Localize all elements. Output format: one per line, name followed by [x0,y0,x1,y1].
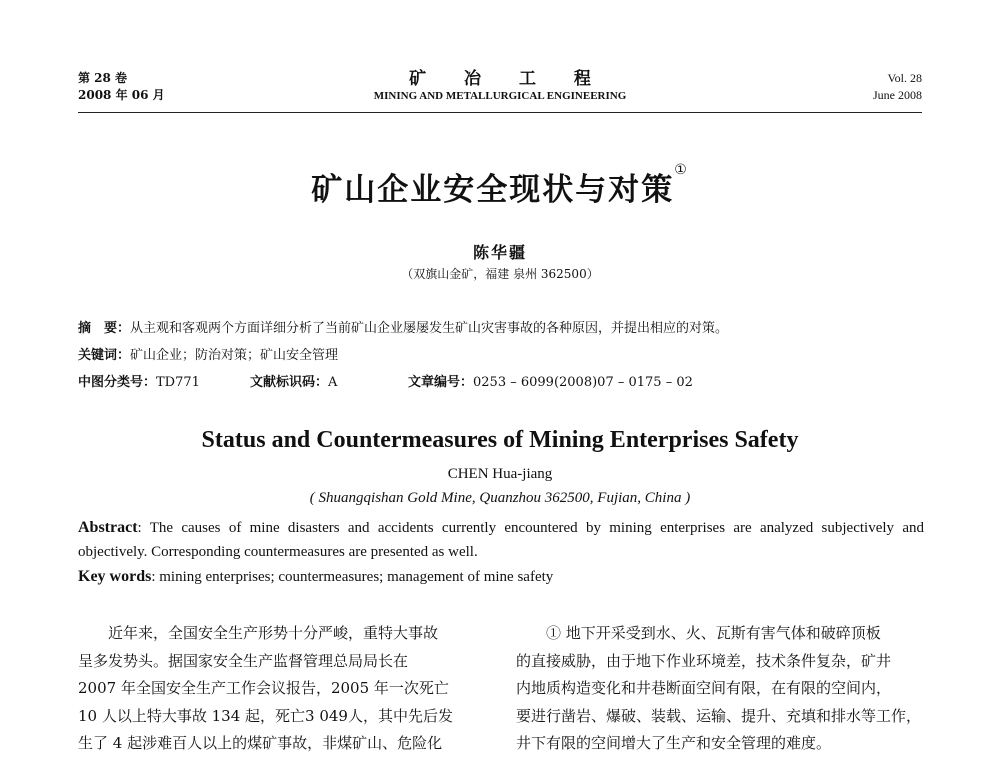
article-no-cell [408,371,693,390]
title-cn-text: 矿山企业安全现状与对策 [311,172,675,208]
abstract-en [78,516,924,564]
volume-cn: 第 28 卷 [78,71,128,85]
keywords-en [78,568,553,586]
abstract-en-label: Abstract [78,519,138,536]
body-line: 内地质构造变化和井巷断面空间有限，在有限的空间内， [516,679,892,697]
abstract-cn-label: 摘 要： [78,321,131,336]
date-cn: 2008 年 06 月 [78,88,165,102]
abstract-en-text: : The causes of mine disasters and accidents currently encountered by mining enterprises are analyzed subjectively and objectively. Corresponding countermeasures are presented as well. [78,520,924,560]
body-column-right [516,620,924,758]
header-rule [78,112,922,113]
body-line: 井下有限的空间增大了生产和安全管理的难度。 [516,734,832,752]
abstract-cn-text: 从主观和客观两个方面详细分析了当前矿山企业屡屡发生矿山灾害事故的各种原因，并提出相应的对策。 [130,321,729,336]
body-line: 的直接威胁，由于地下作业环境差，技术条件复杂，矿井 [516,651,892,670]
running-header [78,70,922,108]
doc-code-cell [250,371,337,390]
body-line: 2007 年全国安全生产工作会议报告，2005 年一次死亡 [78,679,449,697]
author-en: CHEN Hua-jiang [447,466,553,482]
affiliation-cn: （双旗山金矿，福建 泉州 362500） [401,267,599,281]
body-column-left [78,620,486,758]
clc-label: 中图分类号： [78,375,157,390]
body-line: 生了 4 起涉难百人以上的煤矿事故，非煤矿山、危险化 [78,734,443,752]
body-line: ① 地下开采受到水、火、瓦斯有害气体和破碎顶板 [516,624,881,642]
body-line: 10 人以上特大事故 134 起，死亡3 049人，其中先后发 [78,706,453,725]
keywords-en-label: Key words [78,568,152,585]
volume-en: Vol. 28 [887,71,922,85]
date-en: June 2008 [873,88,922,102]
doc-code-value: A [328,375,338,390]
author-cn: 陈华疆 [472,243,527,262]
clc-value: TD771 [156,375,200,390]
abstract-cn [78,317,728,336]
body-line: 要进行凿岩、爆破、装载、运输、提升、充填和排水等工作， [516,706,922,725]
paper-title-cn [0,164,1000,209]
keywords-cn-text: 矿山企业；防治对策；矿山安全管理 [130,348,339,363]
article-no-value: 0253 – 6099(2008)07 – 0175 – 02 [473,375,693,390]
journal-title-en: MINING AND METALLURGICAL ENGINEERING [373,90,627,102]
body-line: 呈多发势头。据国家安全生产监督管理总局局长在 [78,651,409,670]
journal-title-cn: 矿 冶 工 程 [409,69,607,89]
affiliation-en: ( Shuangqishan Gold Mine, Quanzhou 362500, Fujian, China ) [309,490,691,506]
clc-cell [78,371,200,390]
keywords-cn [78,344,338,363]
title-footnote-mark: ① [674,162,689,178]
article-no-label: 文章编号： [408,375,474,390]
body-line: 近年来，全国安全生产形势十分严峻，重特大事故 [78,624,439,642]
header-right [873,70,922,104]
doc-code-label: 文献标识码： [250,375,329,390]
keywords-cn-label: 关键词： [78,348,131,363]
keywords-en-text: : mining enterprises; countermeasures; management of mine safety [151,569,554,585]
header-center [78,70,922,105]
paper-title-en: Status and Countermeasures of Mining Enterprises Safety [201,427,799,453]
